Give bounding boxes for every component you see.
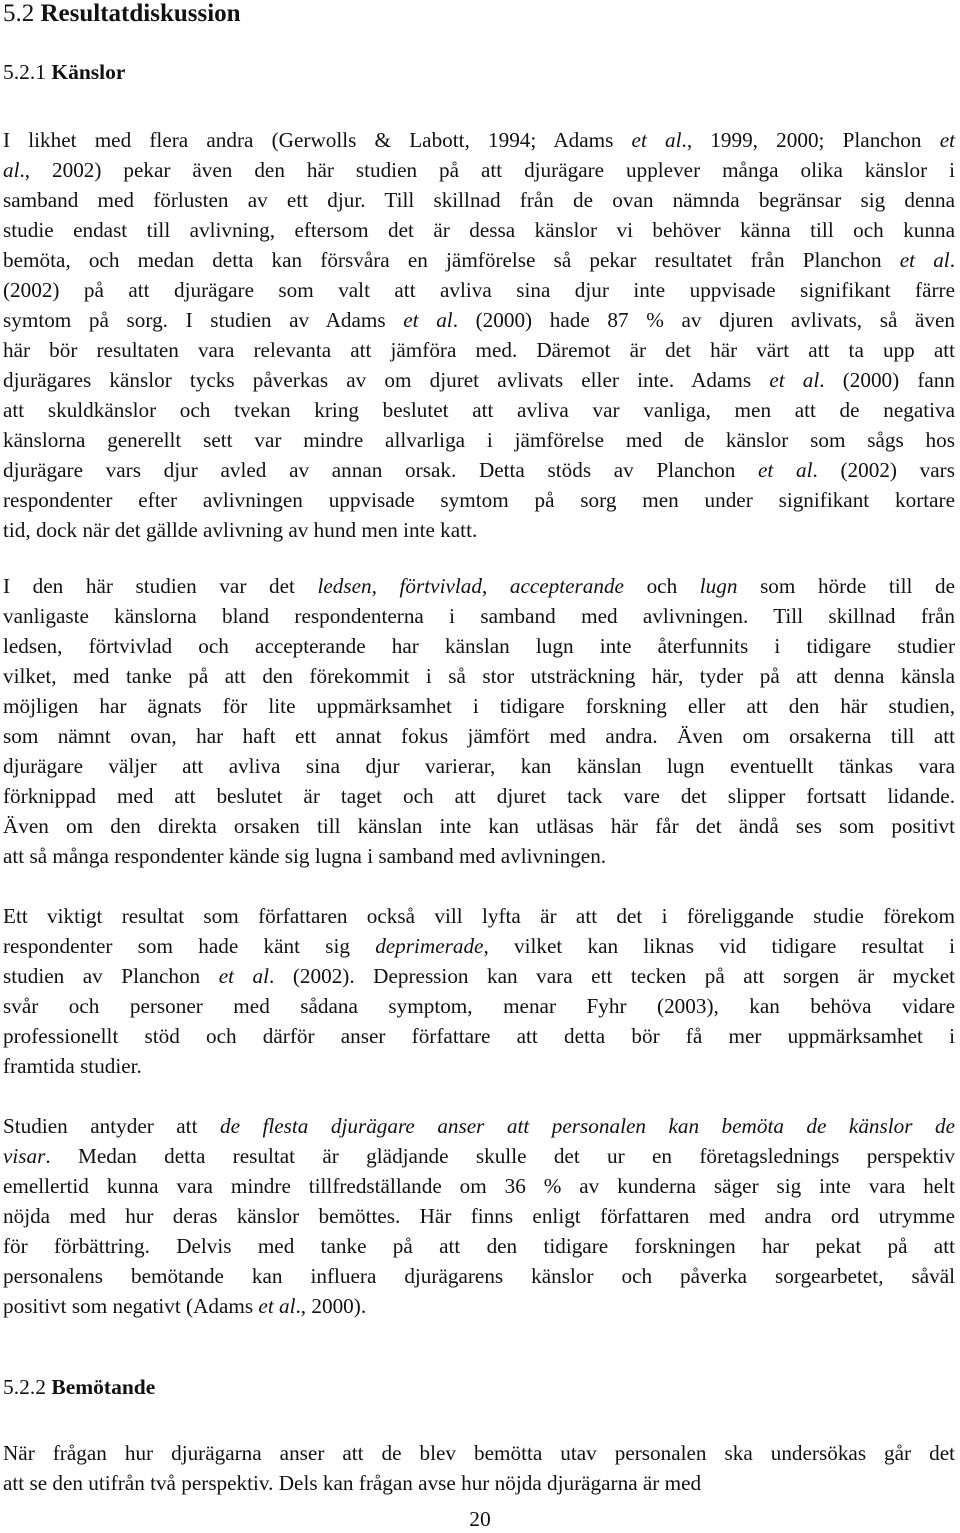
text-run: I den här studien var det [3,574,318,598]
text-line [3,571,955,601]
text-line [3,1171,955,1201]
italic-text: de flesta djurägare anser att personalen kan bemöta de känslor de [219,1114,955,1138]
text-line [3,811,955,841]
text-run: djurägare väljer att avliva sina djur varierar, kan känslan lugn eventuellt tänkas vara [3,754,955,778]
text-run: respondenter som hade känt sig [3,934,376,958]
text-line [3,1468,955,1498]
text-run: Även om den direkta orsaken till känslan inte kan utläsas här får det ändå ses som positivt [3,814,955,838]
text-run: . (2000) fann [819,368,955,392]
text-line [3,721,955,751]
text-run: tid, dock när det gällde avlivning av hund men inte katt. [3,518,478,542]
italic-text: förtvivlad [399,574,482,598]
italic-text: et [939,128,955,152]
text-run: positivt som negativt (Adams [3,1294,259,1318]
text-run: som nämnt ovan, har haft ett annat fokus jämfört med andra. Även om orsakerna till att [3,724,955,748]
paragraph [3,1111,955,1321]
text-line [3,455,955,485]
paragraph [3,571,955,871]
text-run: studien av Planchon [3,964,219,988]
text-run: , vilket kan liknas vid tidigare resultat i [483,934,955,958]
text-run: vanligaste känslorna bland respondenterna i samband med avlivningen. Till skillnad från [3,604,955,628]
italic-text: et al [218,964,270,988]
text-line [3,691,955,721]
text-run: djurägares känslor tycks påverkas av om djuret avlivats eller inte. Adams [3,368,770,392]
text-run: och [623,574,700,598]
text-run: ., 2000). [295,1294,367,1318]
text-run: . Medan detta resultat är glädjande skulle det ur en företagslednings perspektiv [45,1144,955,1168]
text-line [3,1438,955,1468]
text-line [3,631,955,661]
text-run: framtida studier. [3,1054,142,1078]
text-run: När frågan hur djurägarna anser att de blev bemötta utav personalen ska undersökas går det [3,1441,955,1465]
text-run: att skuldkänslor och tvekan kring beslutet att avliva var vanliga, men att de negativa [3,398,955,422]
text-run: att se den utifrån två perspektiv. Dels kan frågan avse hur nöjda djurägarna är med [3,1471,702,1495]
italic-text: ledsen [317,574,372,598]
subsection-heading-bemotande [3,1372,155,1402]
text-line [3,601,955,631]
text-run: att så många respondenter kände sig lugna i samband med avlivningen. [3,844,607,868]
text-run: känslorna generellt sett var mindre allvarliga i jämförelse med de känslor som sågs hos [3,428,955,452]
italic-text: al [3,158,20,182]
text-line [3,931,955,961]
text-line [3,425,955,455]
text-run: för förbättring. Delvis med tanke på att den tidigare forskningen har pekat på att [3,1234,955,1258]
subsection-number: 5.2.1 [3,60,46,84]
text-line [3,155,955,185]
text-line [3,335,955,365]
text-line [3,751,955,781]
text-run: samband med förlusten av ett djur. Till skillnad från de ovan nämnda begränsar sig denna [3,188,955,212]
text-run: (2002) på att djurägare som valt att avliva sina djur inte uppvisade signifikant färre [3,278,955,302]
text-run: ., 1999, 2000; Planchon [681,128,940,152]
text-line [3,1291,955,1321]
text-line [3,901,955,931]
subsection-title: Känslor [51,60,126,84]
text-run: . (2000) hade 87 % av djuren avlivats, så även [452,308,956,332]
text-line [3,245,955,275]
text-run: symtom på sorg. I studien av Adams [3,308,404,332]
text-run: Ett viktigt resultat som författaren också vill lyfta är att det i föreliggande studie förekom [3,904,955,928]
section-number: 5.2 [3,0,35,27]
italic-text: et al [403,308,453,332]
italic-text: et al [899,248,950,272]
text-run: personalens bemötande kan influera djurägarens känslor och påverka sorgearbetet, såväl [3,1264,955,1288]
text-run: . (2002). Depression kan vara ett tecken på att sorgen är mycket [269,964,956,988]
text-line [3,1111,955,1141]
text-run: bemöta, och medan detta kan försvåra en jämförelse så pekar resultatet från Planchon [3,248,900,272]
italic-text: et al [258,1294,296,1318]
italic-text: lugn [699,574,738,598]
text-line [3,661,955,691]
subsection-heading-kanslor [3,57,125,87]
text-line [3,185,955,215]
text-line [3,515,955,545]
italic-text: deprimerade [375,934,484,958]
text-line [3,961,955,991]
italic-text: visar [3,1144,46,1168]
text-line [3,1141,955,1171]
text-line [3,1051,955,1081]
italic-text: et al [631,128,682,152]
text-run: här bör resultaten vara relevanta att jämföra med. Däremot är det här värt att ta upp att [3,338,955,362]
subsection-title: Bemötande [51,1375,156,1399]
subsection-number: 5.2.2 [3,1375,46,1399]
text-line [3,395,955,425]
paragraph [3,1438,955,1498]
text-line [3,1021,955,1051]
italic-text: et al [769,368,820,392]
section-title: Resultatdiskussion [40,0,241,27]
text-run: respondenter efter avlivningen uppvisade symtom på sorg men under signifikant kortare [3,488,955,512]
text-run: vilket, med tanke på att den förekommit i så stor utsträckning här, tyder på att denna känsla [3,664,955,688]
text-run: djurägare vars djur avled av annan orsak. Detta stöds av Planchon [3,458,759,482]
text-line [3,485,955,515]
text-line [3,1261,955,1291]
text-line [3,1231,955,1261]
text-run: Studien antyder att [3,1114,220,1138]
text-line [3,1201,955,1231]
paragraph [3,125,955,545]
italic-text: accepterande [509,574,624,598]
text-line [3,991,955,1021]
text-run: nöjda med hur deras känslor bemöttes. Här finns enligt författaren med andra ord utrymme [3,1204,955,1228]
text-line [3,215,955,245]
text-run: . [949,248,955,272]
section-heading [3,0,241,32]
text-run: professionellt stöd och därför anser författare att detta bör få mer uppmärksamhet i [3,1024,955,1048]
text-line [3,781,955,811]
paragraph [3,901,955,1081]
text-line [3,841,955,871]
text-run: , [481,574,510,598]
page-number: 20 [469,1507,491,1531]
text-line [3,125,955,155]
text-run: . (2002) vars [812,458,955,482]
text-run: ., 2002) pekar även den här studien på att djurägare upplever många olika känslor i [19,158,955,182]
text-line [3,365,955,395]
text-run: I likhet med flera andra (Gerwolls & Labott, 1994; Adams [3,128,632,152]
text-run: förknippad med att beslutet är taget och att djuret tack vare det slipper fortsatt lidande. [3,784,955,808]
text-line [3,305,955,335]
text-run: emellertid kunna vara mindre tillfredställande om 36 % av kunderna säger sig inte vara helt [3,1174,955,1198]
italic-text: et al [758,458,813,482]
text-run: som hörde till de [737,574,955,598]
text-line [3,275,955,305]
text-run: möjligen har ägnats för lite uppmärksamhet i tidigare forskning eller att den här studien, [3,694,955,718]
text-run: , [371,574,400,598]
text-run: ledsen, förtvivlad och accepterande har känslan lugn inte återfunnits i tidigare studier [3,634,955,658]
text-run: svår och personer med sådana symptom, menar Fyhr (2003), kan behöva vidare [3,994,955,1018]
text-run: studie endast till avlivning, eftersom det är dessa känslor vi behöver känna till och kunna [3,218,955,242]
